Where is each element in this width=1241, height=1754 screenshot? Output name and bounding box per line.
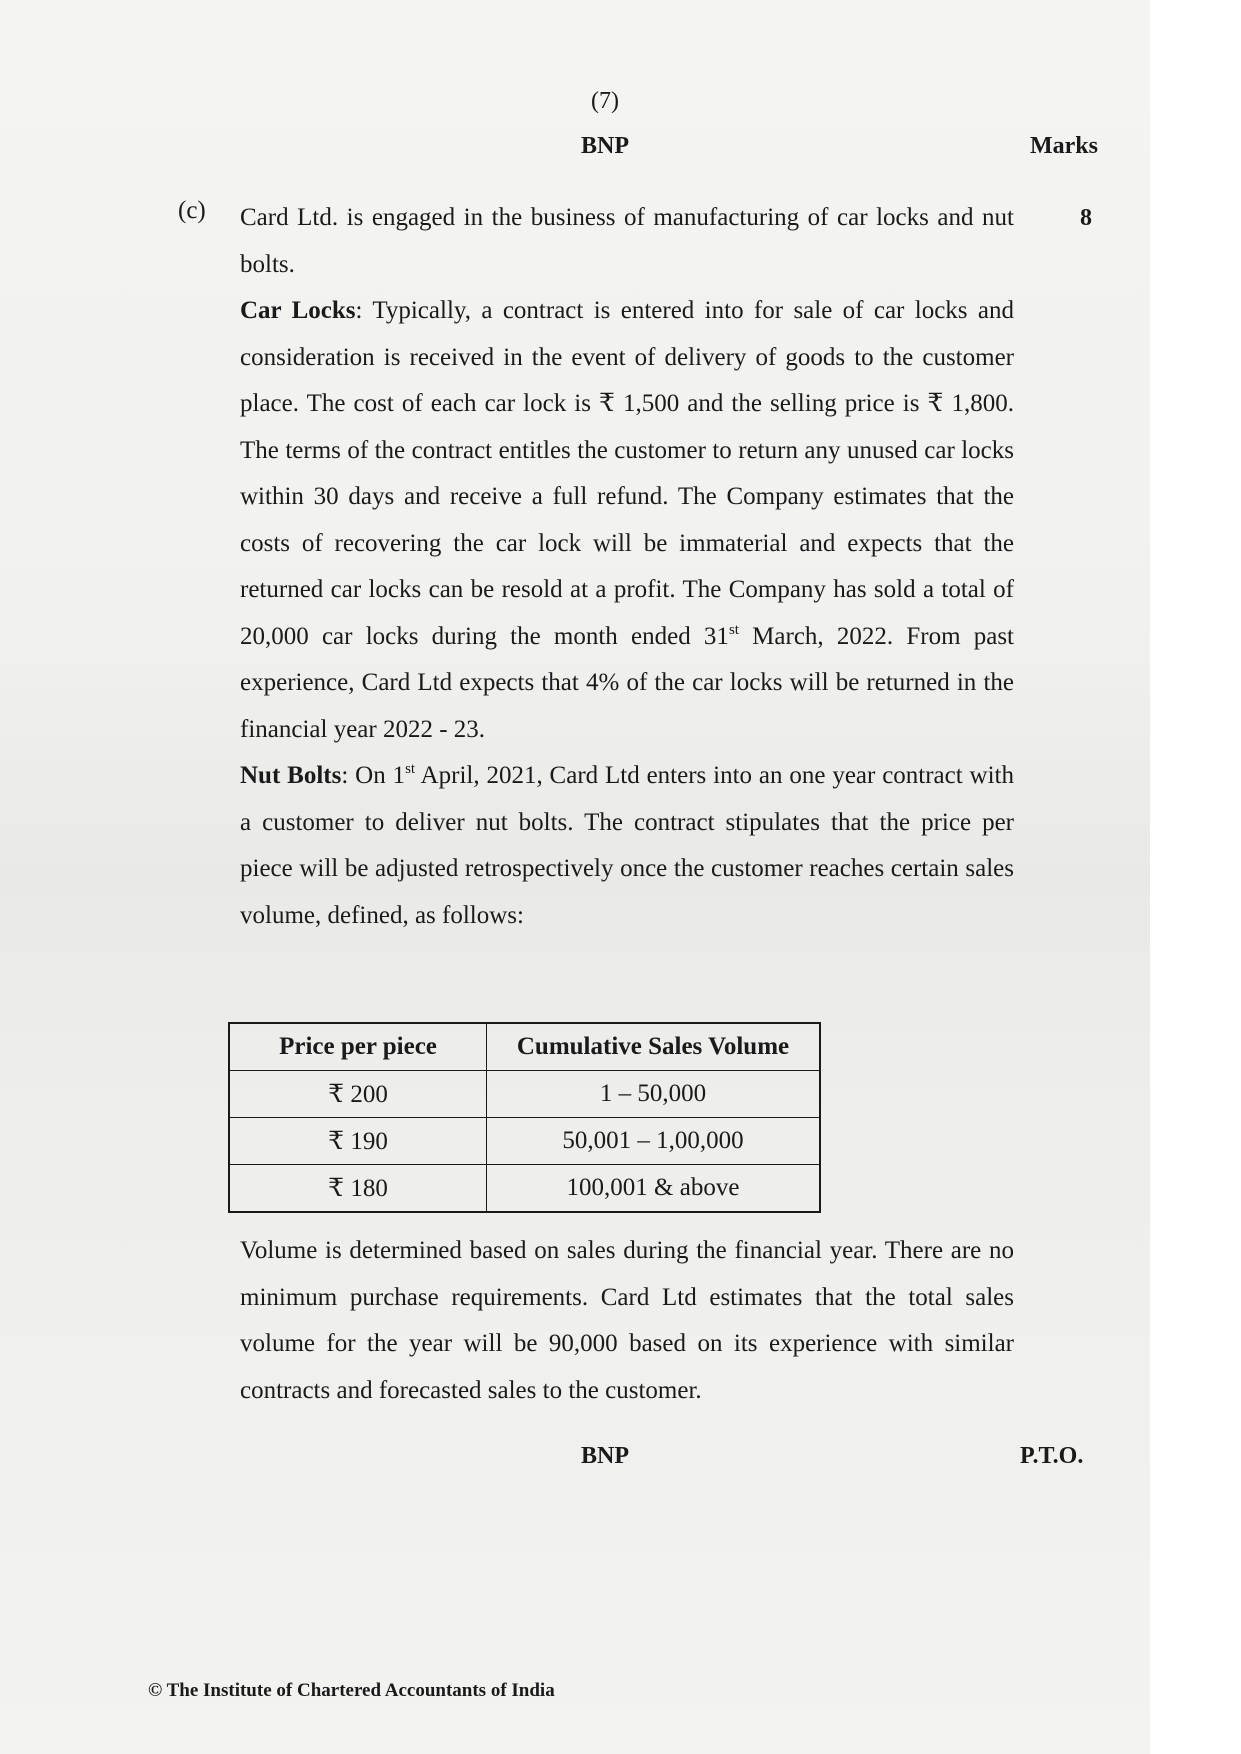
car-locks-paragraph — [240, 288, 1014, 753]
marks-column-label: Marks — [1030, 133, 1098, 159]
table-cell-price: ₹ 190 — [229, 1118, 487, 1165]
table-cell-price: ₹ 180 — [229, 1165, 487, 1213]
table-header-volume: Cumulative Sales Volume — [487, 1023, 821, 1071]
volume-price-table-wrap — [228, 1022, 821, 1213]
table-header-price: Price per piece — [229, 1023, 487, 1071]
question-body — [240, 195, 1014, 939]
please-turn-over: P.T.O. — [1020, 1443, 1084, 1469]
table-row — [229, 1071, 820, 1118]
nut-bolts-heading: Nut Bolts — [240, 762, 342, 789]
table-cell-volume: 1 – 50,000 — [487, 1071, 821, 1118]
nut-bolts-paragraph — [240, 753, 1014, 939]
nut-bolts-text: : On 1 — [341, 762, 406, 789]
car-locks-text-after: March, 2022. From past experience, Card Ltd expects that 4% of the car locks will be returned in the financial year 2022 - 23. — [240, 622, 1014, 743]
question-marks: 8 — [1080, 205, 1092, 231]
nut-bolts-date-sup: st — [405, 761, 416, 777]
page-number: (7) — [591, 88, 619, 114]
table-cell-volume: 100,001 & above — [487, 1165, 821, 1213]
table-row — [229, 1165, 820, 1213]
question-label: (c) — [178, 197, 206, 224]
paper-code-footer: BNP — [581, 1443, 629, 1469]
table-cell-volume: 50,001 – 1,00,000 — [487, 1118, 821, 1165]
copyright-notice: © The Institute of Chartered Accountants of India — [148, 1680, 555, 1701]
table-cell-price: ₹ 200 — [229, 1071, 487, 1118]
nut-bolts-text-after: April, 2021, Card Ltd enters into an one year contract with a customer to deliver nut bolts. The contract stipulates that the price per piece will be adjusted retrospectively once the customer reaches certain sales volume, defined, as follows: — [240, 762, 1015, 929]
car-locks-heading: Car Locks — [240, 297, 356, 324]
question-intro: Card Ltd. is engaged in the business of manufacturing of car locks and nut bolts. — [240, 204, 1014, 278]
closing-paragraph: Volume is determined based on sales during the financial year. There are no minimum purchase requirements. Card Ltd estimates that the total sales volume for the year will be 90,000 based on its experience with similar contracts and forecasted sales to the customer. — [240, 1237, 1014, 1404]
volume-price-table — [228, 1022, 821, 1213]
paper-code-header: BNP — [581, 133, 629, 159]
page-edge — [1150, 0, 1241, 1754]
car-locks-date-sup: st — [728, 621, 739, 638]
table-header-row — [229, 1023, 820, 1071]
car-locks-text: : Typically, a contract is entered into for sale of car locks and consideration is received in the event of delivery of goods to the customer place. The cost of each car lock is ₹ 1,500 and the selling price is ₹ 1,800. The terms of the contract entitles the customer to return any unused car locks within 30 days and receive a full refund. The Company estimates that the costs of recovering the car lock will be immaterial and expects that the returned car locks can be resold at a profit. The Company has sold a total of 20,000 car locks during the month ended 31 — [240, 297, 1014, 650]
table-row — [229, 1118, 820, 1165]
